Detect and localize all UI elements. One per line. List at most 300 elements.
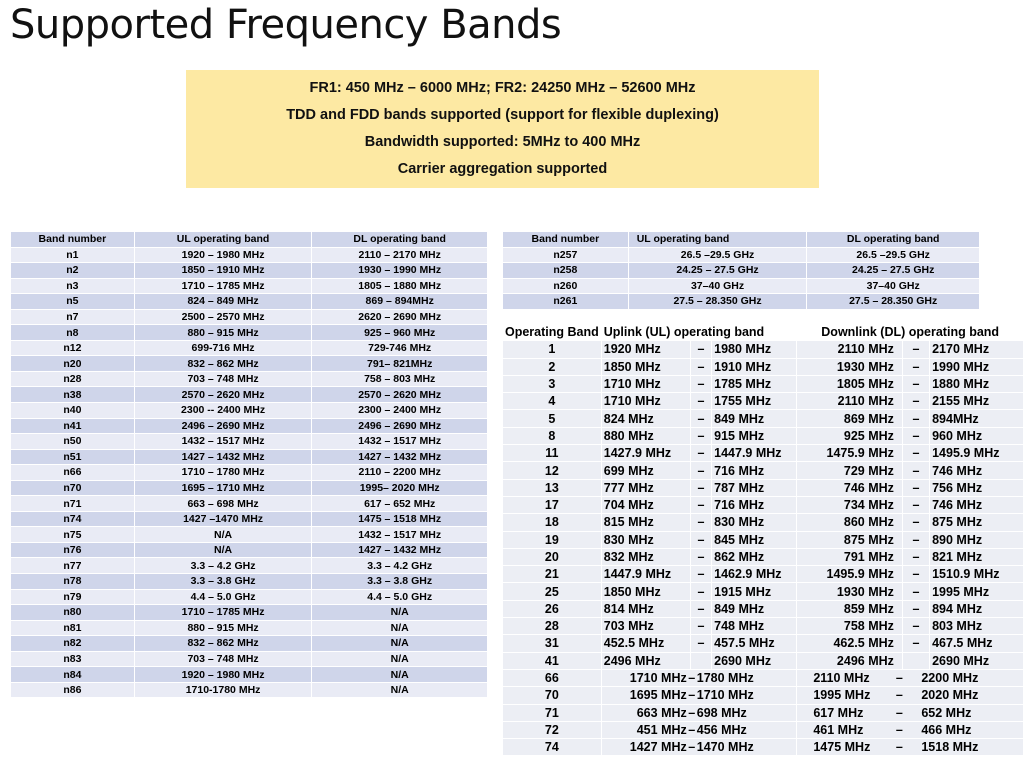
dl-low-cell: 734 MHz (797, 496, 903, 513)
dl-band-cell: N/A (312, 620, 488, 636)
dl-low-text: 1995 MHz (813, 688, 871, 703)
ul-band-cell: 1427 –1470 MHz (134, 511, 312, 527)
ul-band-cell: N/A (134, 542, 312, 558)
dl-low-cell: 1475.9 MHz (797, 445, 903, 462)
ul-high-cell: 716 MHz (712, 496, 797, 513)
dl-high-text: 466 MHz (921, 722, 972, 737)
dl-dash-cell: – (902, 566, 929, 583)
table-row (11, 263, 488, 279)
ul-band-cell: 880 – 915 MHz (134, 620, 312, 636)
dl-band-cell: 1930 – 1990 MHz (312, 263, 488, 279)
ul-high-text: 456 MHz (696, 722, 747, 737)
operating-band-table (502, 323, 1024, 756)
dl-high-cell: 467.5 MHz (930, 635, 1024, 652)
operating-band-cell: 72 (503, 721, 602, 738)
ul-dash-cell: – (690, 427, 711, 444)
dl-dash-cell (902, 652, 929, 669)
table-row (503, 739, 1024, 756)
ul-low-cell: 1710 MHz (601, 393, 690, 410)
dl-range-cell (797, 669, 1024, 686)
table-row (11, 558, 488, 574)
ul-high-cell: 915 MHz (712, 427, 797, 444)
dl-high-text: 2200 MHz (921, 671, 979, 686)
dl-high-cell: 2155 MHz (930, 393, 1024, 410)
table-row (11, 418, 488, 434)
dl-low-text: 617 MHz (813, 705, 864, 720)
ul-dash-cell (690, 652, 711, 669)
ul-low-cell: 1920 MHz (601, 341, 690, 358)
ul-dash-cell: – (690, 566, 711, 583)
dl-band-cell: 4.4 – 5.0 GHz (312, 589, 488, 605)
table-row (11, 496, 488, 512)
mmwave-table-header-row (503, 232, 980, 248)
operating-band-cell: 74 (503, 739, 602, 756)
dl-band-cell: 3.3 – 4.2 GHz (312, 558, 488, 574)
table-row (11, 527, 488, 543)
operating-band-cell: 71 (503, 704, 602, 721)
table-row (503, 358, 1024, 375)
ul-dash-cell: – (690, 341, 711, 358)
dl-range-cell (797, 739, 1024, 756)
summary-box (186, 70, 819, 188)
table-row (503, 263, 980, 279)
ul-dash-cell: – (690, 600, 711, 617)
dl-low-cell: 925 MHz (797, 427, 903, 444)
table-row (503, 410, 1024, 427)
table-row (503, 393, 1024, 410)
ul-band-cell: 1920 – 1980 MHz (134, 247, 312, 263)
band-table-header-dl: DL operating band (312, 232, 488, 248)
table-row (11, 620, 488, 636)
ul-low-cell: 1710 MHz (601, 375, 690, 392)
band-number-cell: n66 (11, 465, 135, 481)
dl-dash-cell: – (902, 548, 929, 565)
band-number-cell: n261 (503, 294, 629, 310)
operating-band-cell: 41 (503, 652, 602, 669)
dl-low-cell: 462.5 MHz (797, 635, 903, 652)
table-row (11, 449, 488, 465)
dl-low-text: 461 MHz (813, 722, 864, 737)
ul-band-cell: 832 – 862 MHz (134, 356, 312, 372)
dl-dash-text: – (895, 705, 903, 720)
ul-band-cell: 880 – 915 MHz (134, 325, 312, 341)
band-number-cell: n258 (503, 263, 629, 279)
ul-dash-cell: – (690, 462, 711, 479)
table-row (11, 480, 488, 496)
ul-band-cell: 703 – 748 MHz (134, 371, 312, 387)
dl-high-cell: 875 MHz (930, 514, 1024, 531)
dl-high-cell: 1990 MHz (930, 358, 1024, 375)
ul-low-cell: 452.5 MHz (601, 635, 690, 652)
table-row (11, 667, 488, 683)
ul-high-cell: 849 MHz (712, 600, 797, 617)
dl-band-cell: 791– 821MHz (312, 356, 488, 372)
band-number-cell: n76 (11, 542, 135, 558)
dl-low-cell: 859 MHz (797, 600, 903, 617)
dl-high-cell: 746 MHz (930, 462, 1024, 479)
operating-band-cell: 70 (503, 687, 602, 704)
ul-high-cell: 1755 MHz (712, 393, 797, 410)
mmwave-band-table (502, 231, 980, 310)
table-row (503, 247, 980, 263)
table-row (503, 278, 980, 294)
dl-band-cell: 3.3 – 3.8 GHz (312, 574, 488, 590)
dl-band-cell: 24.25 – 27.5 GHz (807, 263, 980, 279)
table-row (11, 574, 488, 590)
table-row (11, 403, 488, 419)
dl-band-cell: N/A (312, 605, 488, 621)
band-number-cell: n81 (11, 620, 135, 636)
ul-high-cell: 1447.9 MHz (712, 445, 797, 462)
table-row (503, 652, 1024, 669)
table-row (11, 309, 488, 325)
table-row (11, 325, 488, 341)
ul-band-cell: 1432 – 1517 MHz (134, 434, 312, 450)
band-number-cell: n257 (503, 247, 629, 263)
ul-band-cell: 663 – 698 MHz (134, 496, 312, 512)
dl-dash-text: – (895, 671, 903, 686)
table-row (11, 636, 488, 652)
dl-high-cell: 2690 MHz (930, 652, 1024, 669)
dl-band-cell: 617 – 652 MHz (312, 496, 488, 512)
ul-range-cell (601, 704, 797, 721)
ul-dash-cell: – (690, 531, 711, 548)
band-number-cell: n260 (503, 278, 629, 294)
table-row (11, 340, 488, 356)
dl-band-cell: 2110 – 2200 MHz (312, 465, 488, 481)
ul-high-cell: 1462.9 MHz (712, 566, 797, 583)
ul-dash-cell: – (690, 496, 711, 513)
ul-high-cell: 457.5 MHz (712, 635, 797, 652)
dl-band-cell: N/A (312, 667, 488, 683)
table-row (503, 548, 1024, 565)
table-row (503, 294, 980, 310)
band-number-cell: n1 (11, 247, 135, 263)
dl-high-text: 1518 MHz (921, 740, 979, 755)
band-number-cell: n20 (11, 356, 135, 372)
band-table-header-ul: UL operating band (134, 232, 312, 248)
dl-dash-cell: – (902, 514, 929, 531)
band-number-cell: n3 (11, 278, 135, 294)
ul-low-text: 1427 MHz (629, 740, 687, 755)
table-row (503, 341, 1024, 358)
ul-low-cell: 815 MHz (601, 514, 690, 531)
dl-low-cell: 2110 MHz (797, 341, 903, 358)
band-number-cell: n12 (11, 340, 135, 356)
band-number-cell: n28 (11, 371, 135, 387)
dl-low-cell: 869 MHz (797, 410, 903, 427)
ul-low-cell: 832 MHz (601, 548, 690, 565)
ul-dash-text: – (688, 722, 696, 737)
band-number-cell: n83 (11, 651, 135, 667)
dl-high-cell: 756 MHz (930, 479, 1024, 496)
dl-dash-cell: – (902, 479, 929, 496)
operating-band-cell: 11 (503, 445, 602, 462)
dl-high-cell: 803 MHz (930, 618, 1024, 635)
operating-band-cell: 28 (503, 618, 602, 635)
dl-low-cell: 875 MHz (797, 531, 903, 548)
ul-low-cell: 699 MHz (601, 462, 690, 479)
operating-table-header-band: Operating Band (503, 324, 602, 341)
table-row (503, 704, 1024, 721)
band-number-cell: n40 (11, 403, 135, 419)
ul-high-cell: 1915 MHz (712, 583, 797, 600)
dl-dash-cell: – (902, 600, 929, 617)
band-number-cell: n70 (11, 480, 135, 496)
mmwave-table-header-band: Band number (503, 232, 629, 248)
dl-high-cell: 746 MHz (930, 496, 1024, 513)
ul-dash-cell: – (690, 548, 711, 565)
ul-high-text: 698 MHz (696, 705, 747, 720)
ul-band-cell: 24.25 – 27.5 GHz (628, 263, 807, 279)
dl-band-cell: 1427 – 1432 MHz (312, 542, 488, 558)
dl-low-cell: 2110 MHz (797, 393, 903, 410)
dl-band-cell: 1432 – 1517 MHz (312, 434, 488, 450)
ul-high-text: 1780 MHz (696, 671, 754, 686)
ul-dash-text: – (688, 671, 696, 686)
ul-dash-cell: – (690, 514, 711, 531)
ul-low-cell: 704 MHz (601, 496, 690, 513)
dl-low-text: 1475 MHz (813, 740, 871, 755)
ul-band-cell: 1710-1780 MHz (134, 682, 312, 698)
operating-band-cell: 5 (503, 410, 602, 427)
table-row (11, 542, 488, 558)
ul-low-cell: 1427.9 MHz (601, 445, 690, 462)
dl-band-cell: 2496 – 2690 MHz (312, 418, 488, 434)
operating-band-cell: 13 (503, 479, 602, 496)
table-row (503, 531, 1024, 548)
operating-table-header-row (503, 324, 1024, 341)
mmwave-table-header-ul: UL operating band (628, 232, 807, 248)
ul-low-text: 663 MHz (636, 705, 687, 720)
table-row (11, 247, 488, 263)
table-row (11, 294, 488, 310)
band-number-cell: n5 (11, 294, 135, 310)
dl-band-cell: 2300 – 2400 MHz (312, 403, 488, 419)
dl-dash-text: – (895, 740, 903, 755)
band-number-cell: n82 (11, 636, 135, 652)
table-row (11, 387, 488, 403)
ul-dash-cell: – (690, 393, 711, 410)
table-row (503, 566, 1024, 583)
ul-band-cell: 1710 – 1785 MHz (134, 605, 312, 621)
operating-band-cell: 66 (503, 669, 602, 686)
dl-high-cell: 960 MHz (930, 427, 1024, 444)
dl-dash-cell: – (902, 583, 929, 600)
ul-dash-cell: – (690, 375, 711, 392)
dl-dash-cell: – (902, 496, 929, 513)
band-number-cell: n7 (11, 309, 135, 325)
table-row (11, 651, 488, 667)
dl-dash-cell: – (902, 618, 929, 635)
dl-range-cell (797, 687, 1024, 704)
band-table (10, 231, 488, 698)
dl-band-cell: 729-746 MHz (312, 340, 488, 356)
table-row (503, 445, 1024, 462)
ul-band-cell: 1920 – 1980 MHz (134, 667, 312, 683)
dl-dash-cell: – (902, 341, 929, 358)
dl-dash-cell: – (902, 445, 929, 462)
band-number-cell: n8 (11, 325, 135, 341)
table-row (503, 600, 1024, 617)
table-row (503, 427, 1024, 444)
dl-band-cell: 2110 – 2170 MHz (312, 247, 488, 263)
table-row (503, 496, 1024, 513)
dl-high-cell: 2170 MHz (930, 341, 1024, 358)
operating-band-cell: 31 (503, 635, 602, 652)
ul-high-cell: 2690 MHz (712, 652, 797, 669)
dl-high-cell: 821 MHz (930, 548, 1024, 565)
dl-band-cell: 2570 – 2620 MHz (312, 387, 488, 403)
ul-dash-text: – (688, 705, 696, 720)
ul-low-cell: 814 MHz (601, 600, 690, 617)
table-row (503, 583, 1024, 600)
dl-band-cell: 27.5 – 28.350 GHz (807, 294, 980, 310)
dl-band-cell: 1805 – 1880 MHz (312, 278, 488, 294)
dl-band-cell: 37–40 GHz (807, 278, 980, 294)
dl-dash-text: – (895, 688, 903, 703)
dl-low-text: 2110 MHz (813, 671, 870, 686)
table-row (11, 465, 488, 481)
operating-band-cell: 21 (503, 566, 602, 583)
dl-low-cell: 860 MHz (797, 514, 903, 531)
dl-band-cell: 1427 – 1432 MHz (312, 449, 488, 465)
dl-high-cell: 1495.9 MHz (930, 445, 1024, 462)
ul-dash-cell: – (690, 479, 711, 496)
dl-dash-cell: – (902, 393, 929, 410)
ul-band-cell: 1427 – 1432 MHz (134, 449, 312, 465)
summary-line-frequency-range: FR1: 450 MHz – 6000 MHz; FR2: 24250 MHz – 52600 MHz (309, 79, 696, 96)
dl-band-cell: N/A (312, 682, 488, 698)
table-row (503, 514, 1024, 531)
dl-low-cell: 1930 MHz (797, 583, 903, 600)
operating-band-cell: 20 (503, 548, 602, 565)
dl-low-cell: 1930 MHz (797, 358, 903, 375)
dl-low-cell: 2496 MHz (797, 652, 903, 669)
ul-high-cell: 1980 MHz (712, 341, 797, 358)
dl-band-cell: N/A (312, 636, 488, 652)
dl-high-text: 2020 MHz (921, 688, 979, 703)
ul-band-cell: 703 – 748 MHz (134, 651, 312, 667)
dl-dash-cell: – (902, 635, 929, 652)
operating-band-cell: 25 (503, 583, 602, 600)
band-table-header-band: Band number (11, 232, 135, 248)
ul-high-cell: 849 MHz (712, 410, 797, 427)
page-title: Supported Frequency Bands (10, 2, 562, 48)
table-row (11, 511, 488, 527)
band-number-cell: n86 (11, 682, 135, 698)
dl-band-cell: N/A (312, 651, 488, 667)
band-number-cell: n79 (11, 589, 135, 605)
ul-band-cell: 4.4 – 5.0 GHz (134, 589, 312, 605)
table-row (503, 687, 1024, 704)
dl-dash-text: – (895, 722, 903, 737)
ul-dash-cell: – (690, 445, 711, 462)
ul-range-cell (601, 687, 797, 704)
operating-band-cell: 18 (503, 514, 602, 531)
operating-table-header-dl: Downlink (DL) operating band (797, 324, 1024, 341)
operating-band-cell: 19 (503, 531, 602, 548)
ul-high-text: 1710 MHz (696, 688, 754, 703)
ul-high-text: 1470 MHz (696, 740, 754, 755)
ul-dash-text: – (688, 740, 696, 755)
band-number-cell: n80 (11, 605, 135, 621)
table-row (11, 371, 488, 387)
ul-low-cell: 1850 MHz (601, 583, 690, 600)
summary-line-bandwidth: Bandwidth supported: 5MHz to 400 MHz (364, 133, 641, 150)
dl-high-cell: 1880 MHz (930, 375, 1024, 392)
ul-high-cell: 862 MHz (712, 548, 797, 565)
dl-dash-cell: – (902, 462, 929, 479)
operating-band-cell: 17 (503, 496, 602, 513)
table-row (503, 479, 1024, 496)
band-number-cell: n2 (11, 263, 135, 279)
band-number-cell: n75 (11, 527, 135, 543)
ul-low-text: 451 MHz (636, 722, 687, 737)
operating-table-header-ul: Uplink (UL) operating band (601, 324, 797, 341)
dl-band-cell: 869 – 894MHz (312, 294, 488, 310)
operating-band-cell: 12 (503, 462, 602, 479)
dl-low-cell: 791 MHz (797, 548, 903, 565)
dl-band-cell: 758 – 803 MHz (312, 371, 488, 387)
dl-high-cell: 1510.9 MHz (930, 566, 1024, 583)
ul-band-cell: 37–40 GHz (628, 278, 807, 294)
dl-dash-cell: – (902, 358, 929, 375)
ul-band-cell: 2570 – 2620 MHz (134, 387, 312, 403)
dl-band-cell: 1432 – 1517 MHz (312, 527, 488, 543)
ul-range-cell (601, 721, 797, 738)
band-number-cell: n74 (11, 511, 135, 527)
operating-band-cell: 3 (503, 375, 602, 392)
dl-low-cell: 1495.9 MHz (797, 566, 903, 583)
ul-band-cell: 699-716 MHz (134, 340, 312, 356)
ul-high-cell: 716 MHz (712, 462, 797, 479)
ul-dash-cell: – (690, 618, 711, 635)
ul-low-text: 1695 MHz (629, 688, 687, 703)
dl-dash-cell: – (902, 410, 929, 427)
ul-low-cell: 880 MHz (601, 427, 690, 444)
ul-band-cell: 1695 – 1710 MHz (134, 480, 312, 496)
summary-line-duplexing: TDD and FDD bands supported (support for flexible duplexing) (286, 106, 719, 123)
summary-line-carrier-aggregation: Carrier aggregation supported (397, 160, 608, 177)
mmwave-table-header-dl: DL operating band (807, 232, 980, 248)
ul-high-cell: 787 MHz (712, 479, 797, 496)
dl-band-cell: 26.5 –29.5 GHz (807, 247, 980, 263)
dl-high-cell: 894 MHz (930, 600, 1024, 617)
band-number-cell: n50 (11, 434, 135, 450)
ul-low-cell: 1850 MHz (601, 358, 690, 375)
dl-low-cell: 746 MHz (797, 479, 903, 496)
dl-range-cell (797, 704, 1024, 721)
ul-band-cell: 2300 -- 2400 MHz (134, 403, 312, 419)
ul-high-cell: 748 MHz (712, 618, 797, 635)
dl-band-cell: 925 – 960 MHz (312, 325, 488, 341)
table-row (11, 682, 488, 698)
ul-band-cell: 1710 – 1780 MHz (134, 465, 312, 481)
ul-band-cell: 2500 – 2570 MHz (134, 309, 312, 325)
table-row (11, 278, 488, 294)
dl-high-cell: 894MHz (930, 410, 1024, 427)
ul-low-text: 1710 MHz (629, 671, 687, 686)
dl-dash-cell: – (902, 427, 929, 444)
ul-dash-cell: – (690, 635, 711, 652)
ul-high-cell: 1910 MHz (712, 358, 797, 375)
ul-high-cell: 830 MHz (712, 514, 797, 531)
operating-band-cell: 1 (503, 341, 602, 358)
dl-band-cell: 2620 – 2690 MHz (312, 309, 488, 325)
table-row (11, 356, 488, 372)
dl-band-cell: 1475 – 1518 MHz (312, 511, 488, 527)
